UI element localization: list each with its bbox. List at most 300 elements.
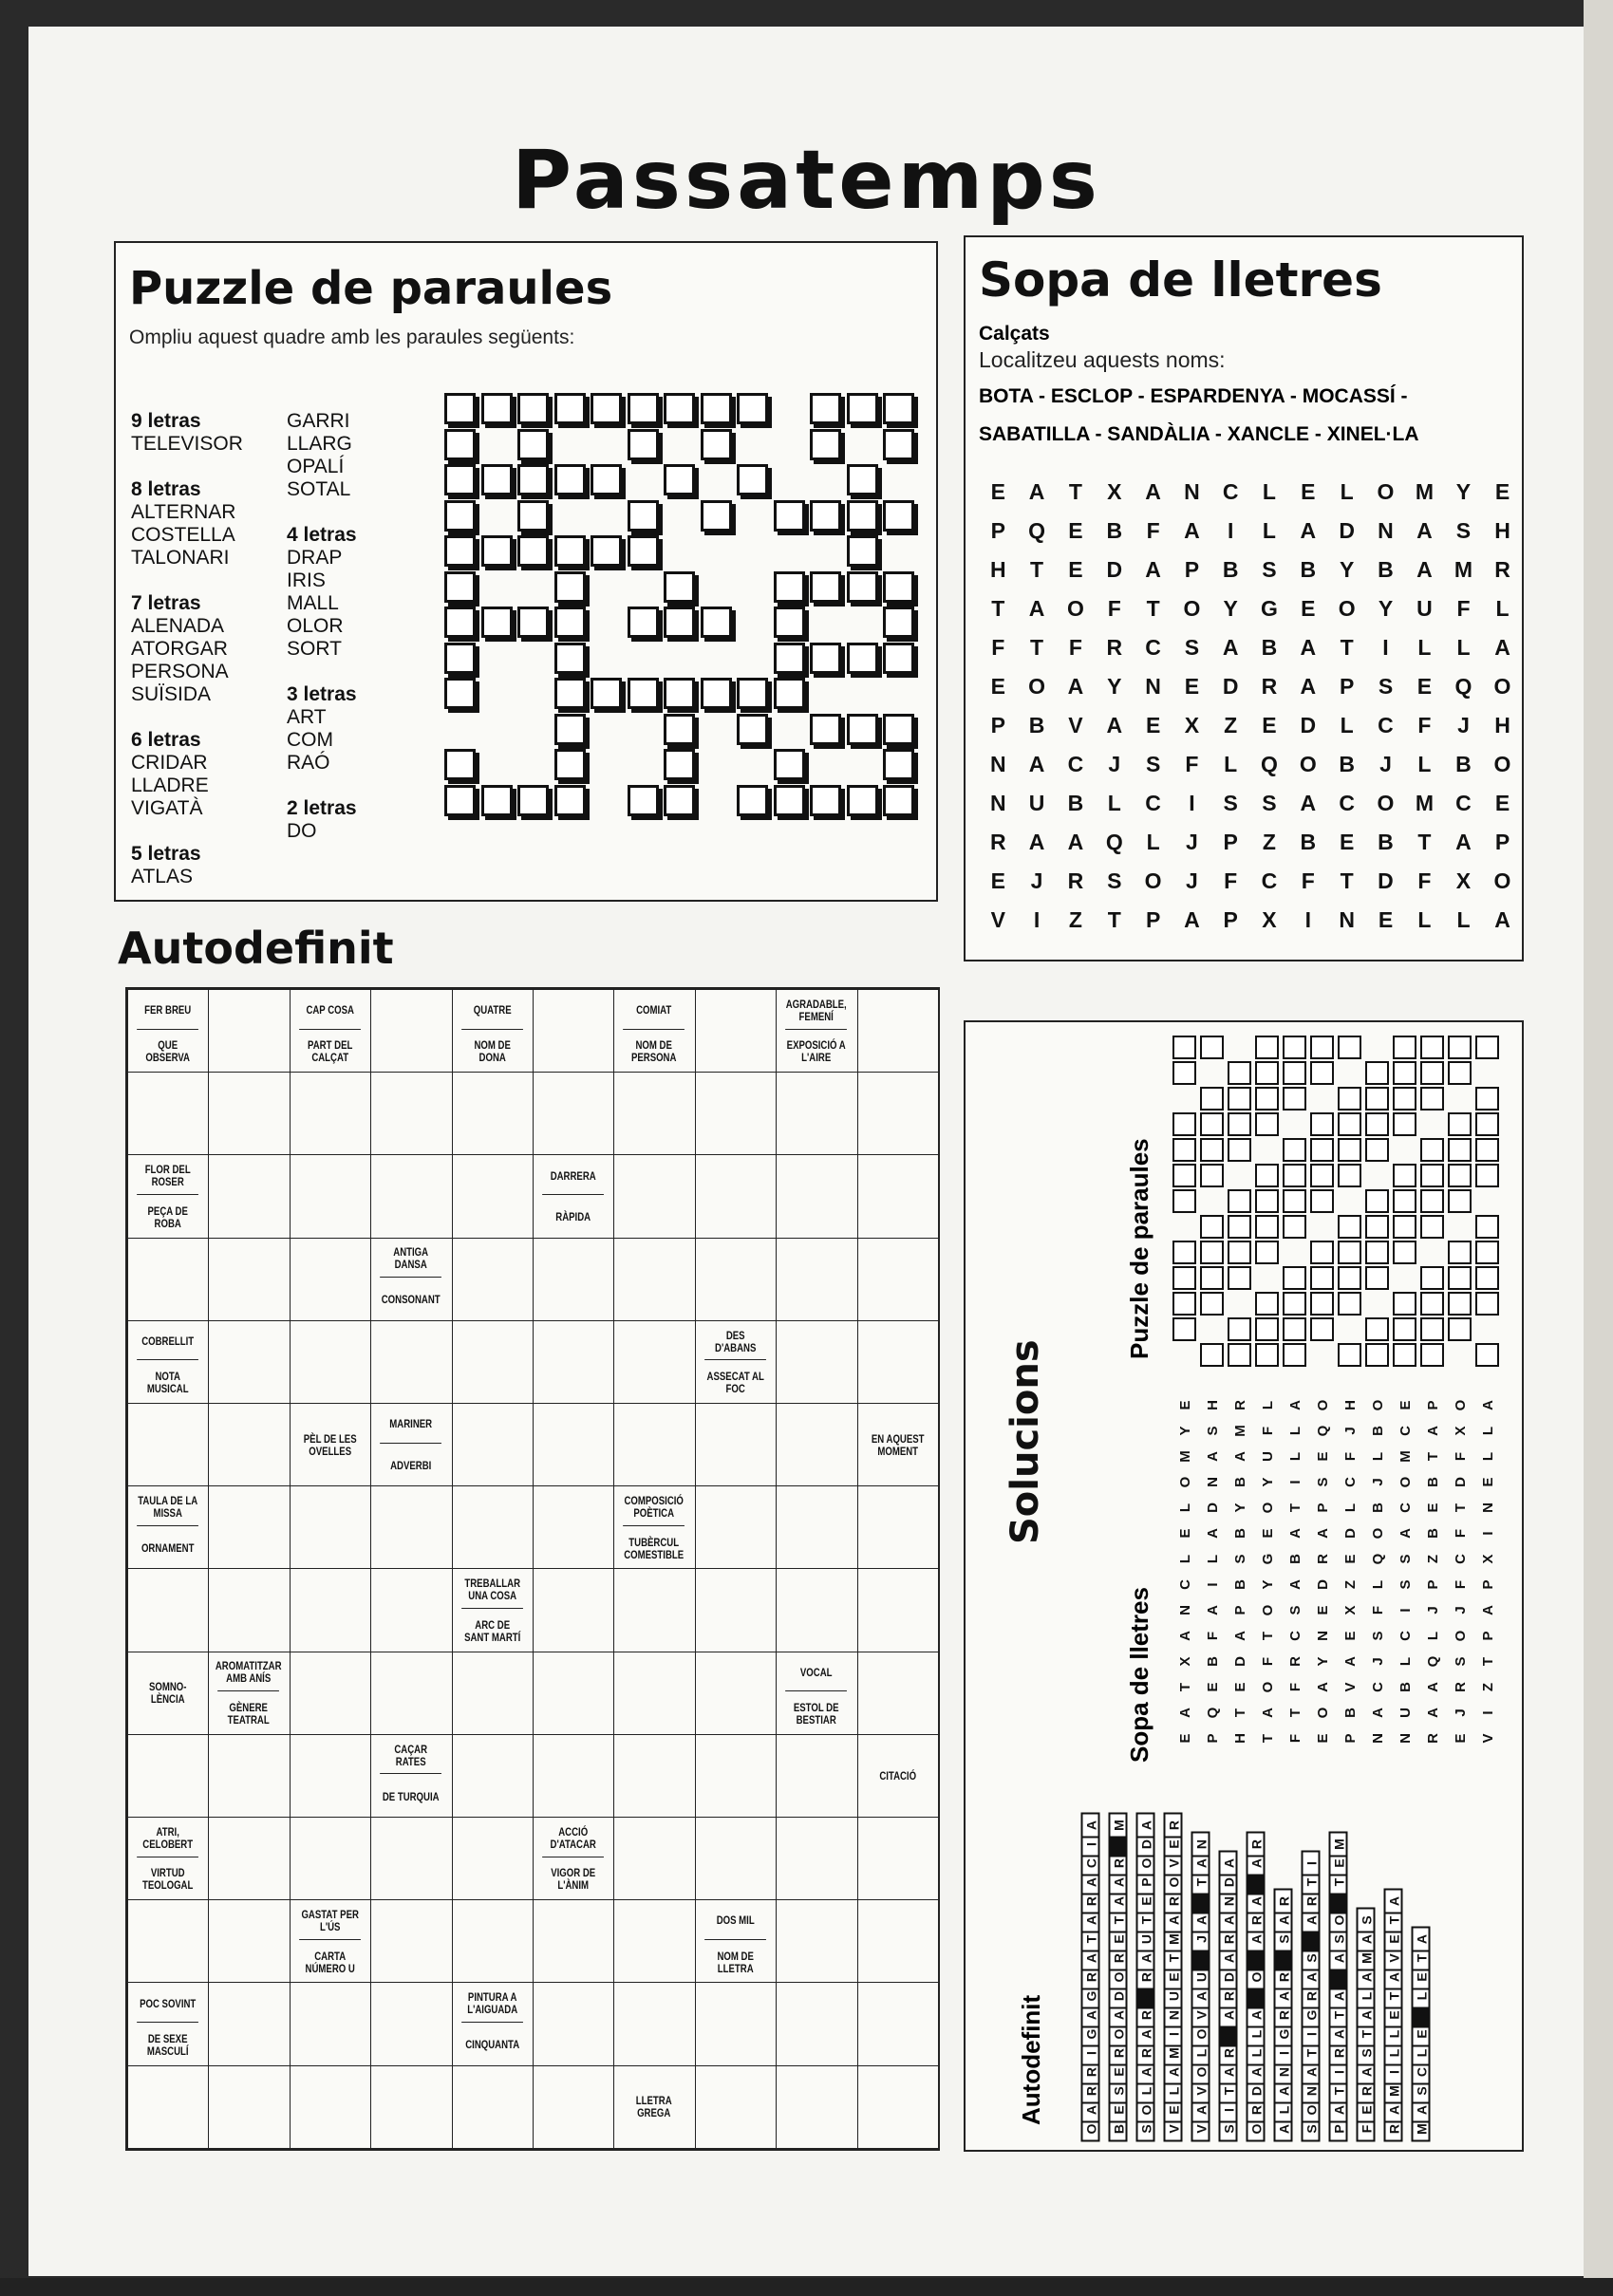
grid-cell[interactable] [883,785,914,816]
letter-cell[interactable]: A [1028,479,1045,504]
crossword-cell[interactable] [613,1899,695,1983]
letter-cell[interactable]: S [1107,868,1122,893]
letter-cell[interactable]: O [1028,674,1046,699]
grid-cell[interactable] [444,571,476,603]
letter-cell[interactable]: A [1028,752,1045,776]
crossword-cell[interactable] [452,1899,534,1983]
crossword-cell[interactable] [613,1817,695,1900]
grid-cell[interactable] [847,571,878,603]
crossword-cell[interactable] [370,2065,452,2149]
letter-cell[interactable]: H [990,557,1006,582]
letter-cell[interactable]: M [1415,479,1435,504]
crossword-cell[interactable] [208,1072,290,1155]
grid-cell[interactable] [554,535,586,567]
grid-cell[interactable] [810,571,841,603]
crossword-cell[interactable] [208,989,290,1073]
grid-cell[interactable] [774,785,805,816]
letter-cell[interactable]: C [1145,791,1161,815]
letter-cell[interactable]: P [1145,907,1161,932]
grid-cell[interactable] [444,393,476,424]
grid-cell[interactable] [554,571,586,603]
letter-cell[interactable]: F [1456,596,1471,621]
grid-cell[interactable] [444,785,476,816]
letter-cell[interactable]: C [1067,752,1084,776]
grid-cell[interactable] [591,535,622,567]
letter-cell[interactable]: E [990,479,1005,504]
grid-cell[interactable] [883,643,914,674]
grid-cell[interactable] [481,464,513,495]
letter-cell[interactable]: L [1417,635,1432,660]
grid-cell[interactable] [664,464,695,495]
grid-cell[interactable] [847,393,878,424]
crossword-cell[interactable] [290,2065,371,2149]
letter-cell[interactable]: M [1454,557,1473,582]
grid-cell[interactable] [810,500,841,532]
crossword-cell[interactable] [776,1734,857,1818]
letter-cell[interactable]: X [1107,479,1122,504]
letter-cell[interactable]: D [1378,868,1394,893]
letter-cell[interactable]: B [1339,752,1355,776]
grid-cell[interactable] [554,714,586,745]
grid-cell[interactable] [444,749,476,780]
letter-cell[interactable]: A [1145,557,1161,582]
grid-cell[interactable] [774,500,805,532]
letter-cell[interactable]: N [990,791,1006,815]
crossword-cell[interactable] [290,1238,371,1321]
grid-cell[interactable] [810,785,841,816]
crossword-cell[interactable] [127,1072,209,1155]
crossword-cell[interactable] [290,1982,371,2065]
letter-cell[interactable]: T [1146,596,1160,621]
crossword-cell[interactable] [776,1154,857,1238]
crossword-cell[interactable] [857,1568,939,1652]
letter-cell[interactable]: A [1300,635,1317,660]
crossword-cell[interactable] [290,1817,371,1900]
letter-cell[interactable]: A [1145,479,1161,504]
letter-cell[interactable]: E [1184,674,1200,699]
grid-cell[interactable] [444,500,476,532]
crossword-cell[interactable] [776,1817,857,1900]
crossword-cell[interactable] [857,1982,939,2065]
grid-cell[interactable] [774,678,805,709]
crossword-cell[interactable] [776,1485,857,1569]
letter-cell[interactable]: A [1028,830,1045,854]
crossword-cell[interactable] [452,1238,534,1321]
letter-cell[interactable]: N [990,752,1006,776]
letter-cell[interactable]: R [1494,557,1510,582]
crossword-cell[interactable] [613,1734,695,1818]
letter-cell[interactable]: T [991,596,1005,621]
letter-cell[interactable]: C [1339,791,1355,815]
letter-cell[interactable]: C [1261,868,1278,893]
crossword-cell[interactable] [776,1072,857,1155]
letter-cell[interactable]: D [1106,557,1123,582]
crossword-cell[interactable] [695,1072,777,1155]
letter-cell[interactable]: L [1495,596,1510,621]
grid-cell[interactable] [810,393,841,424]
grid-cell[interactable] [847,535,878,567]
grid-cell[interactable] [810,714,841,745]
crossword-cell[interactable] [208,2065,290,2149]
grid-cell[interactable] [883,607,914,638]
crossword-cell[interactable] [857,1238,939,1321]
letter-cell[interactable]: D [1222,674,1239,699]
grid-cell[interactable] [701,678,732,709]
grid-cell[interactable] [554,393,586,424]
letter-cell[interactable]: O [1377,479,1395,504]
crossword-cell[interactable] [452,1154,534,1238]
crossword-cell[interactable] [533,1652,614,1735]
letter-cell[interactable]: T [1417,830,1432,854]
letter-cell[interactable]: S [1184,635,1200,660]
letter-cell[interactable]: P [1494,830,1510,854]
crossword-cell[interactable] [695,989,777,1073]
crossword-cell[interactable] [533,1734,614,1818]
letter-cell[interactable]: N [1378,518,1394,543]
crossword-cell[interactable] [695,1817,777,1900]
grid-cell[interactable] [737,714,768,745]
letter-cell[interactable]: F [1224,868,1238,893]
crossword-cell[interactable] [533,1485,614,1569]
crossword-cell[interactable] [370,1652,452,1735]
grid-cell[interactable] [481,535,513,567]
crossword-cell[interactable] [290,1154,371,1238]
letter-cell[interactable]: I [1033,907,1041,932]
letter-cell[interactable]: R [1067,868,1084,893]
grid-cell[interactable] [847,714,878,745]
letter-cell[interactable]: A [1455,830,1472,854]
grid-cell[interactable] [701,500,732,532]
crossword-cell[interactable] [533,989,614,1073]
letter-cell[interactable]: F [991,635,1005,660]
letter-cell[interactable]: B [1222,557,1239,582]
grid-cell[interactable] [481,607,513,638]
letter-cell[interactable]: M [1415,791,1435,815]
crossword-cell[interactable] [857,2065,939,2149]
letter-cell[interactable]: C [1145,635,1161,660]
letter-cell[interactable]: R [1106,635,1123,660]
letter-cell[interactable]: O [1493,674,1511,699]
letter-cell[interactable]: F [1417,713,1432,737]
letter-cell[interactable]: E [1416,674,1433,699]
crossword-cell[interactable] [533,1982,614,2065]
letter-cell[interactable]: T [1340,868,1354,893]
letter-cell[interactable]: Y [1223,596,1238,621]
letter-cell[interactable]: Y [1339,557,1355,582]
grid-cell[interactable] [664,714,695,745]
letter-cell[interactable]: F [1417,868,1432,893]
letter-cell[interactable]: E [1068,518,1083,543]
grid-cell[interactable] [517,464,549,495]
letter-cell[interactable]: E [1494,791,1510,815]
grid-cell[interactable] [628,678,659,709]
letter-cell[interactable]: D [1300,713,1317,737]
crossword-cell[interactable] [208,1568,290,1652]
letter-cell[interactable]: V [990,907,1005,932]
letter-cell[interactable]: S [1145,752,1161,776]
grid-cell[interactable] [481,785,513,816]
grid-cell[interactable] [737,785,768,816]
letter-cell[interactable]: B [1300,557,1317,582]
crossword-cell[interactable] [370,1899,452,1983]
letter-cell[interactable]: Y [1107,674,1122,699]
letter-cell[interactable]: A [1184,518,1200,543]
letter-cell[interactable]: A [1222,635,1239,660]
crossword-cell[interactable] [776,1238,857,1321]
crossword-cell[interactable] [452,1072,534,1155]
crossword-cell[interactable] [452,1403,534,1486]
crossword-cell[interactable] [208,1154,290,1238]
grid-cell[interactable] [591,464,622,495]
grid-cell[interactable] [628,500,659,532]
crossword-cell[interactable] [208,1320,290,1404]
crossword-cell[interactable] [613,1320,695,1404]
crossword-cell[interactable] [208,1403,290,1486]
letter-cell[interactable]: C [1455,791,1472,815]
letter-cell[interactable]: X [1184,713,1200,737]
grid-cell[interactable] [810,643,841,674]
crossword-cell[interactable] [776,1899,857,1983]
letter-cell[interactable]: Z [1224,713,1238,737]
letter-cell[interactable]: E [1068,557,1083,582]
letter-cell[interactable]: U [1416,596,1433,621]
letter-cell[interactable]: L [1456,635,1471,660]
crossword-cell[interactable] [127,1734,209,1818]
letter-cell[interactable]: E [1301,479,1316,504]
grid-cell[interactable] [701,429,732,460]
letter-cell[interactable]: C [1378,713,1394,737]
crossword-cell[interactable] [370,1568,452,1652]
letter-cell[interactable]: F [1301,868,1315,893]
crossword-cell[interactable] [208,1899,290,1983]
crossword-cell[interactable] [452,1817,534,1900]
crossword-cell[interactable] [776,1320,857,1404]
grid-cell[interactable] [664,571,695,603]
crossword-cell[interactable] [452,1320,534,1404]
letter-cell[interactable]: A [1300,791,1317,815]
grid-cell[interactable] [554,749,586,780]
crossword-cell[interactable] [127,1899,209,1983]
crossword-cell[interactable] [370,1154,452,1238]
crossword-cell[interactable] [127,1238,209,1321]
letter-cell[interactable]: E [1301,596,1316,621]
crossword-cell[interactable] [290,1734,371,1818]
grid-cell[interactable] [444,535,476,567]
letter-cell[interactable]: Y [1455,479,1472,504]
crossword-cell[interactable] [613,1154,695,1238]
letter-cell[interactable]: A [1494,635,1510,660]
letter-cell[interactable]: P [990,518,1005,543]
crossword-cell[interactable] [370,989,452,1073]
crossword-cell[interactable] [452,1734,534,1818]
letter-cell[interactable]: E [990,674,1005,699]
letter-cell[interactable]: G [1261,596,1278,621]
letter-cell[interactable]: E [990,868,1005,893]
letter-cell[interactable]: A [1494,907,1510,932]
letter-cell[interactable]: Z [1068,907,1082,932]
crossword-cell[interactable] [533,1072,614,1155]
letter-cell[interactable]: Q [1454,674,1472,699]
grid-cell[interactable] [444,429,476,460]
grid-cell[interactable] [444,643,476,674]
grid-cell[interactable] [628,429,659,460]
crossword-cell[interactable] [613,1403,695,1486]
grid-cell[interactable] [517,500,549,532]
crossword-cell[interactable] [208,1485,290,1569]
letter-cell[interactable]: O [1066,596,1084,621]
letter-cell[interactable]: L [1262,479,1276,504]
crossword-cell[interactable] [370,1817,452,1900]
letter-cell[interactable]: B [1300,830,1317,854]
grid-cell[interactable] [737,678,768,709]
grid-cell[interactable] [774,607,805,638]
letter-cell[interactable]: S [1262,557,1277,582]
grid-cell[interactable] [883,714,914,745]
letter-cell[interactable]: T [1340,635,1354,660]
letter-cell[interactable]: F [1068,635,1082,660]
grid-cell[interactable] [847,500,878,532]
grid-cell[interactable] [774,643,805,674]
letter-cell[interactable]: Z [1262,830,1276,854]
letter-cell[interactable]: O [1338,596,1356,621]
grid-cell[interactable] [591,393,622,424]
letter-cell[interactable]: I [1382,635,1389,660]
letter-cell[interactable]: B [1028,713,1045,737]
crossword-cell[interactable] [533,1238,614,1321]
crossword-cell[interactable] [370,1982,452,2065]
letter-cell[interactable]: S [1223,791,1238,815]
grid-cell[interactable] [517,535,549,567]
letter-cell[interactable]: D [1339,518,1355,543]
grid-cell[interactable] [774,571,805,603]
letter-cell[interactable]: B [1106,518,1123,543]
letter-cell[interactable]: C [1222,479,1239,504]
crossword-cell[interactable] [776,2065,857,2149]
letter-cell[interactable]: B [1067,791,1084,815]
crossword-cell[interactable] [776,1403,857,1486]
letter-cell[interactable]: F [1107,596,1121,621]
grid-cell[interactable] [591,678,622,709]
grid-cell[interactable] [554,464,586,495]
letter-cell[interactable]: A [1184,907,1200,932]
crossword-cell[interactable] [857,1652,939,1735]
letter-cell[interactable]: F [1185,752,1199,776]
grid-cell[interactable] [810,429,841,460]
letter-cell[interactable]: J [1186,830,1198,854]
grid-cell[interactable] [883,429,914,460]
letter-cell[interactable]: E [1262,713,1277,737]
letter-cell[interactable]: A [1416,518,1433,543]
crossword-cell[interactable] [857,1485,939,1569]
grid-cell[interactable] [444,464,476,495]
crossword-cell[interactable] [857,1072,939,1155]
crossword-cell[interactable] [533,1899,614,1983]
letter-cell[interactable]: B [1261,635,1278,660]
crossword-cell[interactable] [370,1072,452,1155]
crossword-cell[interactable] [452,2065,534,2149]
grid-cell[interactable] [701,393,732,424]
letter-cell[interactable]: J [1457,713,1470,737]
letter-cell[interactable]: L [1224,752,1238,776]
letter-cell[interactable]: O [1144,868,1162,893]
grid-cell[interactable] [664,785,695,816]
crossword-cell[interactable] [452,1485,534,1569]
crossword-cell[interactable] [370,1320,452,1404]
crossword-cell[interactable] [776,1982,857,2065]
grid-cell[interactable] [883,393,914,424]
letter-cell[interactable]: H [1494,713,1510,737]
letter-cell[interactable]: S [1455,518,1472,543]
grid-cell[interactable] [664,749,695,780]
grid-cell[interactable] [883,749,914,780]
crossword-cell[interactable] [370,1485,452,1569]
letter-cell[interactable]: E [1145,713,1161,737]
crossword-cell[interactable] [208,1817,290,1900]
crossword-cell[interactable] [857,1817,939,1900]
letter-cell[interactable]: A [1106,713,1123,737]
letter-cell[interactable]: J [1030,868,1043,893]
grid-cell[interactable] [628,785,659,816]
letter-cell[interactable]: T [1030,635,1044,660]
letter-cell[interactable]: E [1378,907,1394,932]
letter-cell[interactable]: F [1146,518,1160,543]
grid-cell[interactable] [664,607,695,638]
letter-cell[interactable]: I [1304,907,1311,932]
letter-cell[interactable]: I [1189,791,1195,815]
grid-cell[interactable] [517,785,549,816]
crossword-cell[interactable] [533,1403,614,1486]
crossword-cell[interactable] [695,1734,777,1818]
grid-cell[interactable] [628,607,659,638]
crossword-cell[interactable] [695,1652,777,1735]
letter-cell[interactable]: X [1455,868,1472,893]
grid-cell[interactable] [481,393,513,424]
letter-cell[interactable]: O [1493,752,1511,776]
letter-cell[interactable]: L [1417,907,1432,932]
letter-cell[interactable]: Y [1378,596,1394,621]
letter-cell[interactable]: R [990,830,1006,854]
crossword-cell[interactable] [452,1652,534,1735]
crossword-cell[interactable] [208,1734,290,1818]
letter-cell[interactable]: O [1183,596,1201,621]
letter-cell[interactable]: L [1146,830,1160,854]
grid-cell[interactable] [554,643,586,674]
crossword-cell[interactable] [290,1568,371,1652]
grid-cell[interactable] [883,500,914,532]
grid-cell[interactable] [517,429,549,460]
letter-cell[interactable]: T [1068,479,1082,504]
letter-cell[interactable]: P [1223,830,1238,854]
letter-cell[interactable]: A [1028,596,1045,621]
crossword-cell[interactable] [613,1568,695,1652]
letter-cell[interactable]: P [1184,557,1200,582]
letter-cell[interactable]: A [1067,674,1084,699]
letter-cell[interactable]: P [1223,907,1238,932]
crossword-cell[interactable] [290,1652,371,1735]
crossword-cell[interactable] [290,1320,371,1404]
letter-cell[interactable]: P [1339,674,1355,699]
letter-cell[interactable]: E [1494,479,1510,504]
grid-cell[interactable] [664,678,695,709]
grid-cell[interactable] [517,607,549,638]
letter-cell[interactable]: U [1028,791,1045,815]
crossword-cell[interactable] [695,1485,777,1569]
letter-cell[interactable]: B [1378,830,1394,854]
crossword-cell[interactable] [695,1403,777,1486]
letter-cell[interactable]: J [1379,752,1392,776]
letter-cell[interactable]: B [1378,557,1394,582]
letter-cell[interactable]: O [1299,752,1317,776]
